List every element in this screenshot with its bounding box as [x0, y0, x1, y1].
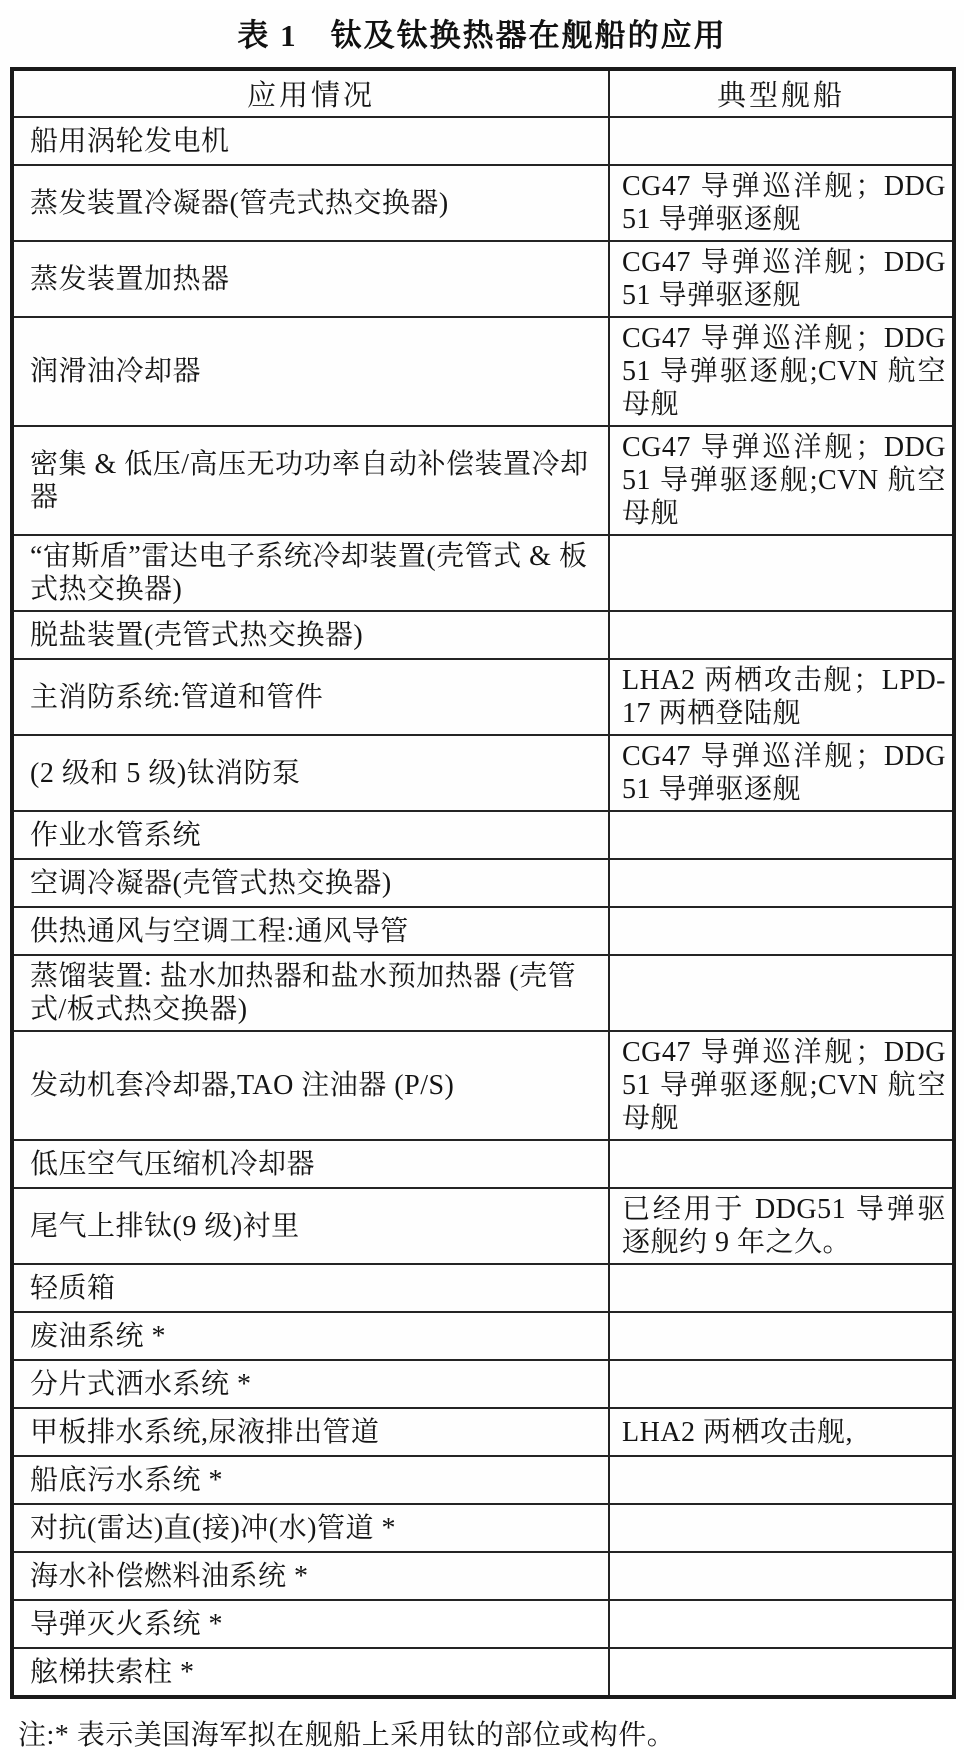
table-row	[12, 1408, 954, 1456]
ships-cell: LHA2 两栖攻击舰,	[609, 1408, 954, 1456]
application-cell: 船用涡轮发电机	[12, 117, 609, 165]
applications-table	[10, 67, 956, 1699]
table-row	[12, 611, 954, 659]
table-row	[12, 1360, 954, 1408]
application-cell: 对抗(雷达)直(接)冲(水)管道 *	[12, 1504, 609, 1552]
ships-cell: CG47 导弹巡洋舰；DDG51 导弹驱逐舰	[609, 241, 954, 317]
ships-cell	[609, 811, 954, 859]
table-row	[12, 426, 954, 535]
application-cell: 导弹灭火系统 *	[12, 1600, 609, 1648]
ships-cell	[609, 1552, 954, 1600]
application-cell: (2 级和 5 级)钛消防泵	[12, 735, 609, 811]
header-application: 应用情况	[12, 69, 609, 117]
header-row	[12, 69, 954, 117]
table-row	[12, 117, 954, 165]
table-row	[12, 1312, 954, 1360]
table-header	[12, 69, 954, 117]
table-title: 表 1 钛及钛换热器在舰船的应用	[237, 18, 727, 53]
application-cell: 蒸发装置冷凝器(管壳式热交换器)	[12, 165, 609, 241]
application-cell: 润滑油冷却器	[12, 317, 609, 426]
table-row	[12, 165, 954, 241]
application-cell: 主消防系统:管道和管件	[12, 659, 609, 735]
table-row	[12, 1504, 954, 1552]
ships-cell	[609, 1456, 954, 1504]
table-row	[12, 1188, 954, 1264]
header-ships: 典型舰船	[609, 69, 954, 117]
application-cell: 空调冷凝器(壳管式热交换器)	[12, 859, 609, 907]
ships-cell	[609, 1140, 954, 1188]
table-row	[12, 811, 954, 859]
application-cell: 供热通风与空调工程:通风导管	[12, 907, 609, 955]
ships-cell: CG47 导弹巡洋舰；DDG51 导弹驱逐舰;CVN 航空母舰	[609, 426, 954, 535]
application-cell: 轻质箱	[12, 1264, 609, 1312]
application-cell: 舷梯扶索柱 *	[12, 1648, 609, 1697]
document-page	[0, 10, 964, 1751]
application-cell: 船底污水系统 *	[12, 1456, 609, 1504]
ships-cell: CG47 导弹巡洋舰；DDG51 导弹驱逐舰	[609, 735, 954, 811]
footnote: 注:* 表示美国海军拟在舰船上采用钛的部位或构件。	[18, 1720, 676, 1751]
table-row	[12, 1456, 954, 1504]
ships-cell: CG47 导弹巡洋舰；DDG51 导弹驱逐舰	[609, 165, 954, 241]
ships-cell	[609, 907, 954, 955]
ships-cell	[609, 1264, 954, 1312]
ships-cell	[609, 117, 954, 165]
table-row	[12, 535, 954, 611]
application-cell: 尾气上排钛(9 级)衬里	[12, 1188, 609, 1264]
ships-cell	[609, 1600, 954, 1648]
ships-cell	[609, 859, 954, 907]
ships-cell: CG47 导弹巡洋舰；DDG51 导弹驱逐舰;CVN 航空母舰	[609, 317, 954, 426]
table-row	[12, 1264, 954, 1312]
application-cell: 脱盐装置(壳管式热交换器)	[12, 611, 609, 659]
table-row	[12, 317, 954, 426]
application-cell: 蒸发装置加热器	[12, 241, 609, 317]
ships-cell	[609, 955, 954, 1031]
ships-cell	[609, 1648, 954, 1697]
application-cell: 发动机套冷却器,TAO 注油器 (P/S)	[12, 1031, 609, 1140]
application-cell: 作业水管系统	[12, 811, 609, 859]
application-cell: 海水补偿燃料油系统 *	[12, 1552, 609, 1600]
table-body	[12, 117, 954, 1697]
ships-cell	[609, 1360, 954, 1408]
ships-cell: CG47 导弹巡洋舰；DDG51 导弹驱逐舰;CVN 航空母舰	[609, 1031, 954, 1140]
table-row	[12, 1140, 954, 1188]
table-row	[12, 1552, 954, 1600]
ships-cell	[609, 1504, 954, 1552]
table-row	[12, 907, 954, 955]
application-cell: 分片式洒水系统 *	[12, 1360, 609, 1408]
application-cell: 甲板排水系统,尿液排出管道	[12, 1408, 609, 1456]
ships-cell: 已经用于 DDG51 导弹驱逐舰约 9 年之久。	[609, 1188, 954, 1264]
table-row	[12, 1600, 954, 1648]
table-row	[12, 1031, 954, 1140]
table-row	[12, 659, 954, 735]
ships-cell	[609, 611, 954, 659]
application-cell: 废油系统 *	[12, 1312, 609, 1360]
application-cell: 低压空气压缩机冷却器	[12, 1140, 609, 1188]
table-row	[12, 241, 954, 317]
ships-cell	[609, 1312, 954, 1360]
table-row	[12, 859, 954, 907]
ships-cell: LHA2 两栖攻击舰；LPD-17 两栖登陆舰	[609, 659, 954, 735]
ships-cell	[609, 535, 954, 611]
application-cell: 蒸馏装置: 盐水加热器和盐水预加热器 (壳管式/板式热交换器)	[12, 955, 609, 1031]
table-row	[12, 955, 954, 1031]
table-row	[12, 1648, 954, 1697]
application-cell: 密集 & 低压/高压无功功率自动补偿装置冷却器	[12, 426, 609, 535]
application-cell: “宙斯盾”雷达电子系统冷却装置(壳管式 & 板式热交换器)	[12, 535, 609, 611]
table-row	[12, 735, 954, 811]
